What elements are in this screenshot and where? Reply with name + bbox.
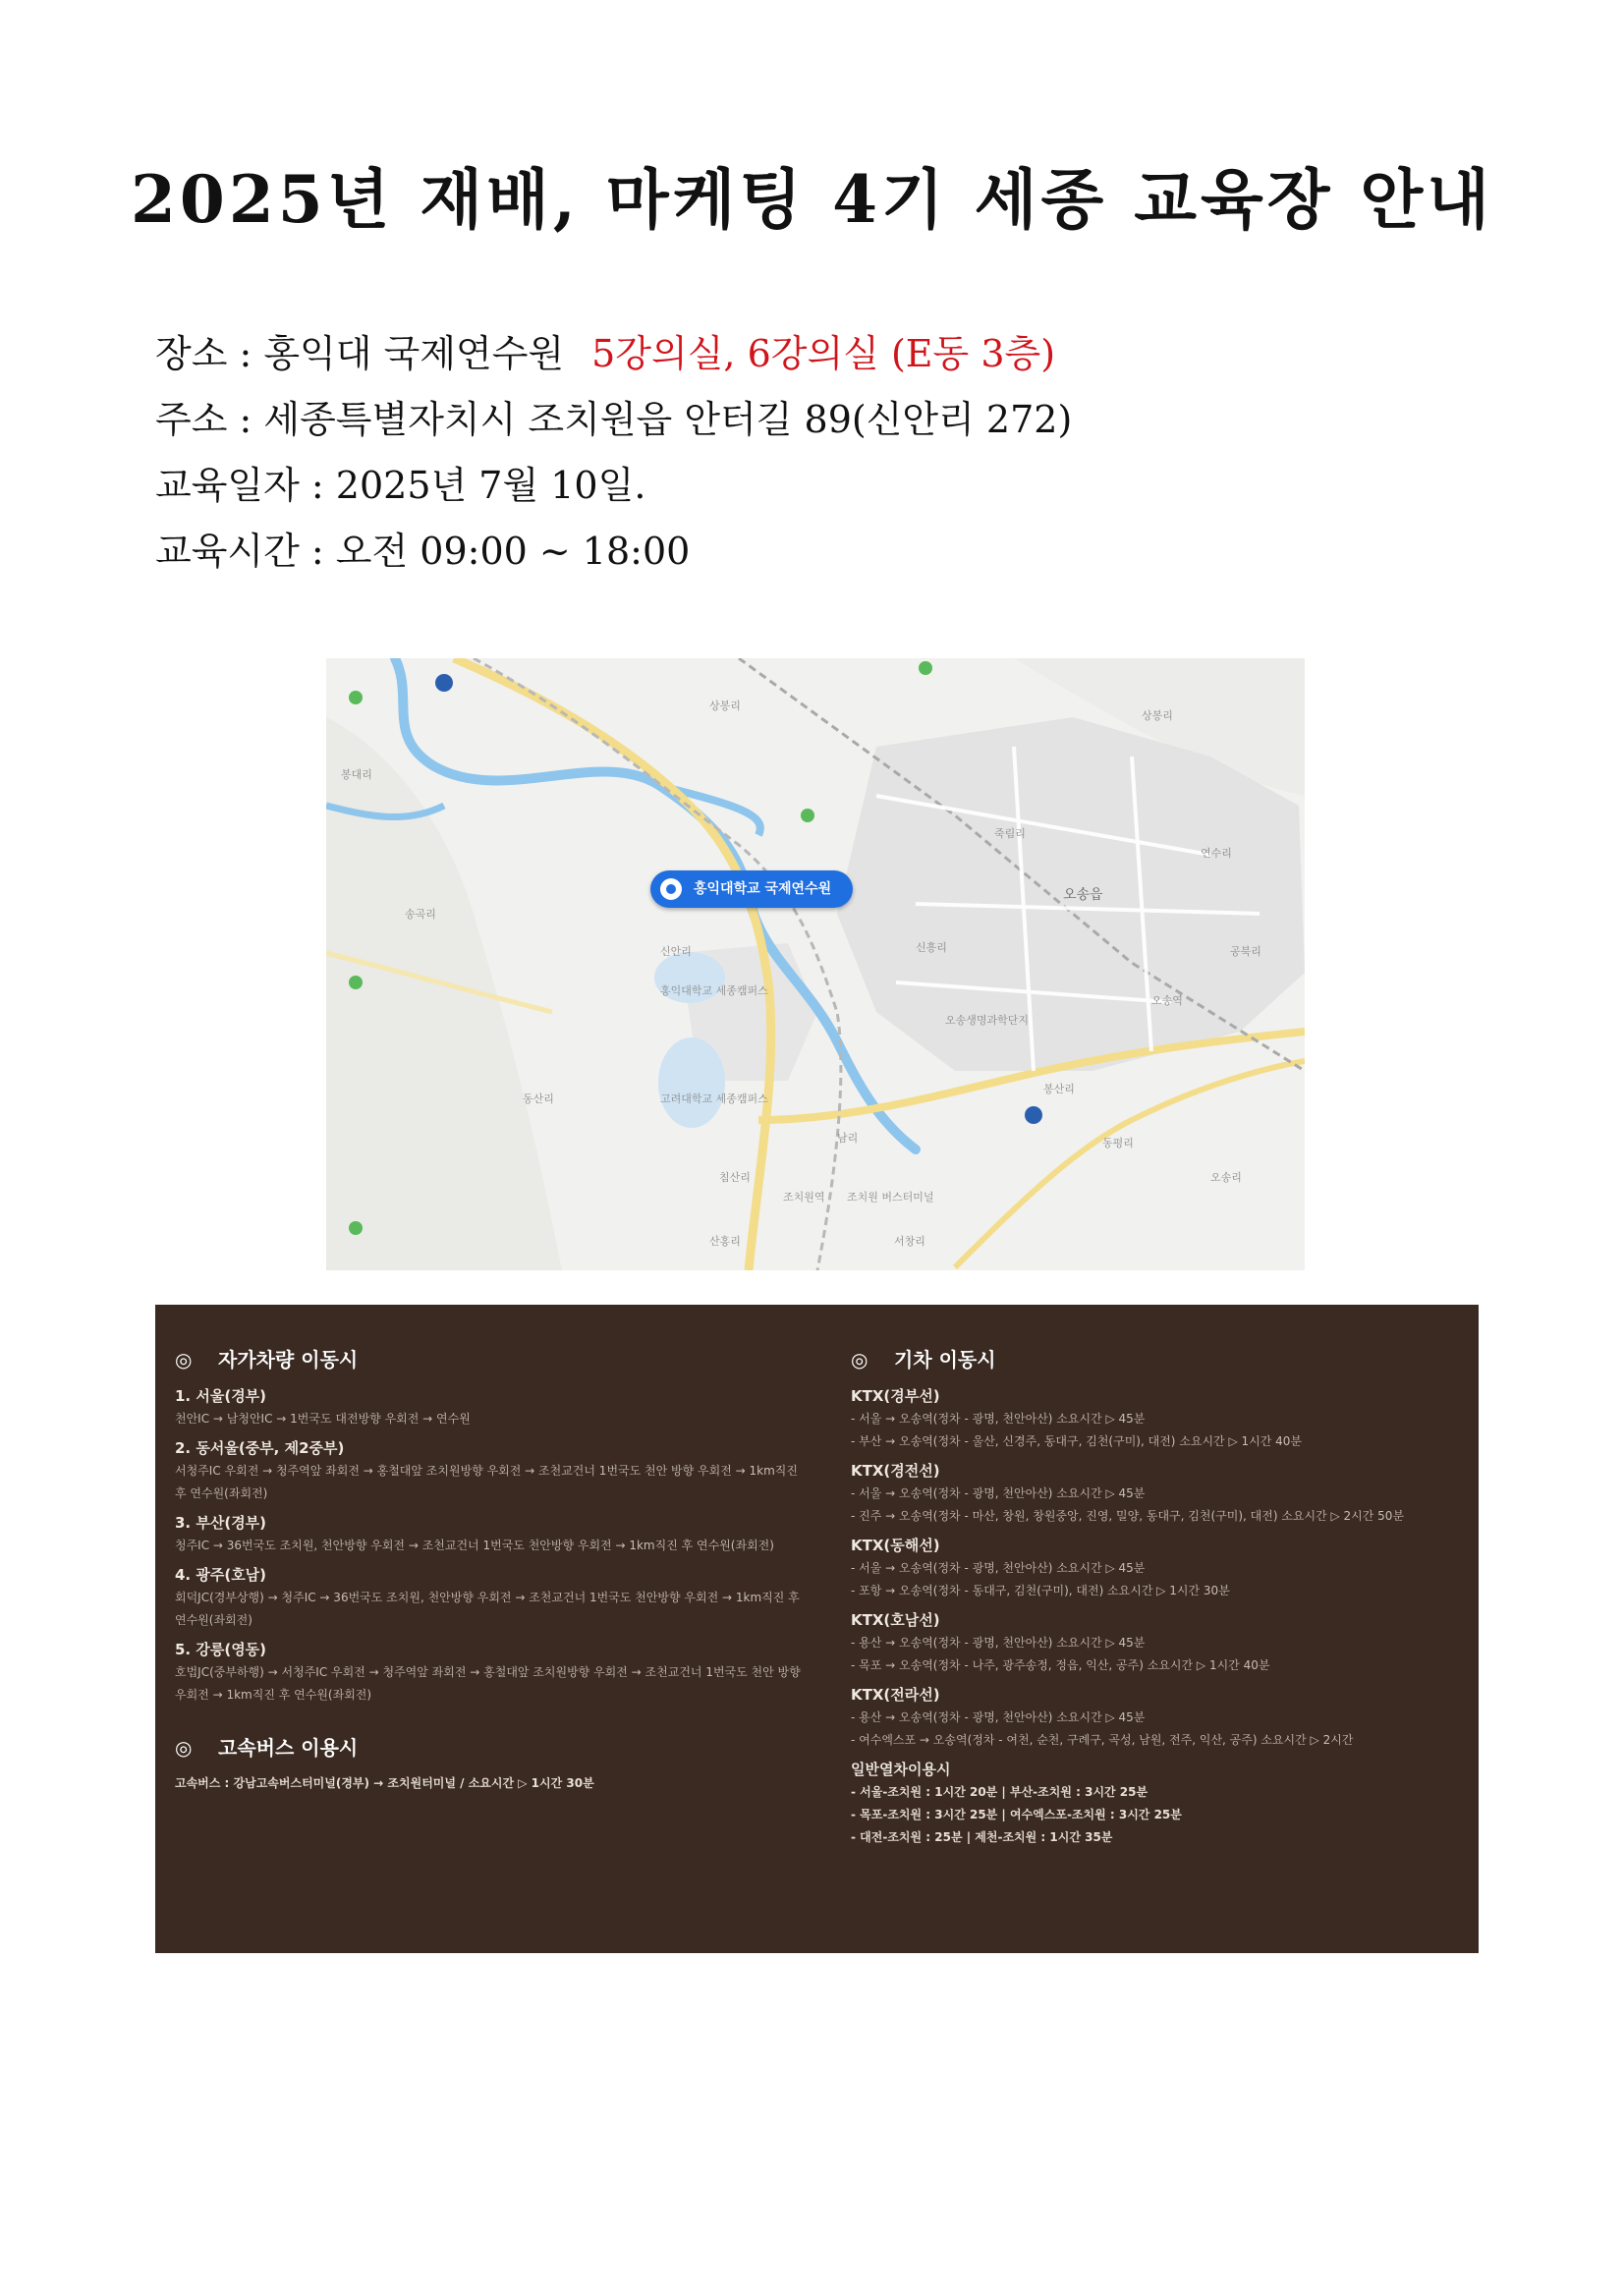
train-line: - 용산 → 오송역(정차 - 광명, 천안아산) 소요시간 ▷ 45분 [851,1636,1146,1650]
place-name-gongbuk: 공북리 [1230,945,1261,958]
place-name-bongsan: 봉산리 [1043,1083,1075,1095]
place-line [155,321,1072,387]
train-column [851,1334,1470,1849]
route-desc: 청주IC → 36번국도 조치원, 천안방향 우회전 → 조천교건너 1번국도 천안방향 우회전 → 1km직진 후 연수원(좌회전) [175,1539,774,1552]
place-name-songgok: 송곡리 [405,908,436,921]
train-group-jeolla [851,1683,1470,1752]
target-icon: ◎ [175,1348,193,1372]
place-name-seochang: 서창리 [894,1235,925,1248]
place-name-sanhong: 산홍리 [709,1235,741,1248]
directions-panel [155,1305,1479,1953]
place-name-yeonsu: 연수리 [1201,847,1232,860]
event-info [155,321,1072,585]
place-name-sangbong: 상봉리 [709,700,741,712]
train-group-gyeongbu [851,1384,1470,1453]
place-name-nam: 남리 [837,1132,859,1145]
train-line: - 대전-조치원 : 25분 | 제천-조치원 : 1시간 35분 [851,1830,1113,1844]
place-name-jukrim: 죽림리 [994,827,1026,840]
place-name-osong-ri: 오송리 [1210,1171,1242,1184]
car-route-4 [175,1563,804,1632]
car-and-bus-column [175,1334,804,1795]
place-name-dongsan: 동산리 [523,1092,554,1105]
target-icon: ◎ [175,1736,193,1760]
route-name: 4. 광주(호남) [175,1566,267,1584]
poi-osong-bio: 오송생명과학단지 [945,1014,1030,1027]
place-highlight: 5강의실, 6강의실 (E동 3층) [591,332,1056,375]
route-name: 3. 부산(경부) [175,1514,267,1532]
bus-heading-label: 고속버스 이용시 [218,1736,359,1760]
train-group-name: 일반열차이용시 [851,1761,951,1778]
route-name: 2. 동서울(중부, 제2중부) [175,1439,345,1457]
place-name-bongdae: 봉대리 [341,768,372,781]
map-graphic [326,658,1305,1270]
poi-korea-campus: 고려대학교 세종캠퍼스 [660,1092,768,1105]
page-title: 2025년 재배, 마케팅 4기 세종 교육장 안내 [130,161,1494,238]
poi-osong-station: 오송역 [1151,994,1183,1007]
route-desc: 천안IC → 남청안IC → 1번국도 대전방향 우회전 → 연수원 [175,1412,471,1426]
place-name-osong: 오송읍 [1063,887,1103,903]
location-map[interactable] [326,658,1305,1270]
bus-heading [175,1732,804,1761]
train-line: - 서울 → 오송역(정차 - 광명, 천안아산) 소요시간 ▷ 45분 [851,1486,1146,1500]
train-line: - 포항 → 오송역(정차 - 동대구, 김천(구미), 대전) 소요시간 ▷ 1시간 30분 [851,1584,1230,1597]
train-line: - 목포-조치원 : 3시간 25분 | 여수엑스포-조치원 : 3시간 25분 [851,1808,1182,1821]
train-group-name: KTX(동해선) [851,1537,940,1554]
route-name: 5. 강릉(영동) [175,1641,267,1658]
train-line: - 서울 → 오송역(정차 - 광명, 천안아산) 소요시간 ▷ 45분 [851,1561,1146,1575]
train-line: - 진주 → 오송역(정차 - 마산, 창원, 창원중앙, 진영, 밀양, 동대구, 김천(구미), 대전) 소요시간 ▷ 2시간 50분 [851,1509,1405,1523]
train-heading [851,1344,1470,1372]
poi-jochiwon-station: 조치원역 [783,1191,825,1204]
place-name-sinan: 신안리 [660,945,692,958]
poi-hongik-campus: 홍익대학교 세종캠퍼스 [660,984,768,997]
location-pin-icon [660,878,682,900]
place-name-sangbong-east: 상봉리 [1142,709,1173,722]
train-group-name: KTX(호남선) [851,1611,940,1629]
route-desc: 호법JC(중부하행) → 서청주IC 우회전 → 청주역앞 좌회전 → 홍철대앞 조치원방향 우회전 → 조천교건너 1번국도 천안 방향 우회전 → 1km직진 후 연수원(좌회전) [175,1665,801,1702]
map-pin-hongik[interactable] [650,870,853,908]
route-desc: 서청주IC 우회전 → 청주역앞 좌회전 → 홍철대앞 조치원방향 우회전 → 조천교건너 1번국도 천안 방향 우회전 → 1km직진 후 연수원(좌회전) [175,1464,798,1500]
address-line: 주소 : 세종특별자치시 조치원읍 안터길 89(신안리 272) [155,398,1073,441]
route-desc: 회덕JC(경부상행) → 청주IC → 36번국도 조치원, 천안방향 우회전 → 조천교건너 1번국도 천안방향 우회전 → 1km직진 후 연수원(좌회전) [175,1591,800,1627]
place-name-chimsan: 침산리 [719,1171,751,1184]
place-label: 장소 : 홍익대 국제연수원 [155,332,565,375]
date-line: 교육일자 : 2025년 7월 10일. [155,464,646,507]
car-route-5 [175,1638,804,1707]
train-group-name: KTX(전라선) [851,1686,940,1704]
train-group-honam [851,1608,1470,1677]
bus-desc: 고속버스 : 강남고속버스터미널(경부) → 조치원터미널 / 소요시간 ▷ 1시간 30분 [175,1776,594,1790]
train-group-name: KTX(경전선) [851,1462,940,1480]
train-group-gyeongjeon [851,1459,1470,1528]
train-heading-label: 기차 이동시 [894,1348,996,1372]
poi-jochiwon-terminal: 조치원 버스터미널 [847,1191,934,1204]
target-icon: ◎ [851,1348,868,1372]
train-group-general [851,1758,1470,1849]
train-line: - 여수엑스포 → 오송역(정차 - 여천, 순천, 구례구, 곡성, 남원, 전주, 익산, 공주) 소요시간 ▷ 2시간 [851,1733,1354,1747]
train-line: - 부산 → 오송역(정차 - 울산, 신경주, 동대구, 김천(구미), 대전) 소요시간 ▷ 1시간 40분 [851,1434,1302,1448]
train-line: - 목포 → 오송역(정차 - 나주, 광주송정, 정읍, 익산, 공주) 소요시간 ▷ 1시간 40분 [851,1658,1270,1672]
car-heading-label: 자가차량 이동시 [218,1348,359,1372]
train-group-name: KTX(경부선) [851,1387,940,1405]
route-name: 1. 서울(경부) [175,1387,267,1405]
car-heading [175,1344,804,1372]
place-name-sinheung: 신흥리 [916,941,947,954]
time-line: 교육시간 : 오전 09:00 ~ 18:00 [155,530,691,573]
car-route-1 [175,1384,804,1430]
train-line: - 서울-조치원 : 1시간 20분 | 부산-조치원 : 3시간 25분 [851,1785,1148,1799]
train-group-donghae [851,1534,1470,1602]
map-pin-label: 홍익대학교 국제연수원 [694,881,832,897]
train-line: - 용산 → 오송역(정차 - 광명, 천안아산) 소요시간 ▷ 45분 [851,1710,1146,1724]
train-line: - 서울 → 오송역(정차 - 광명, 천안아산) 소요시간 ▷ 45분 [851,1412,1146,1426]
car-route-3 [175,1511,804,1557]
car-route-2 [175,1436,804,1505]
place-name-dongpyeong: 동평리 [1102,1137,1134,1149]
